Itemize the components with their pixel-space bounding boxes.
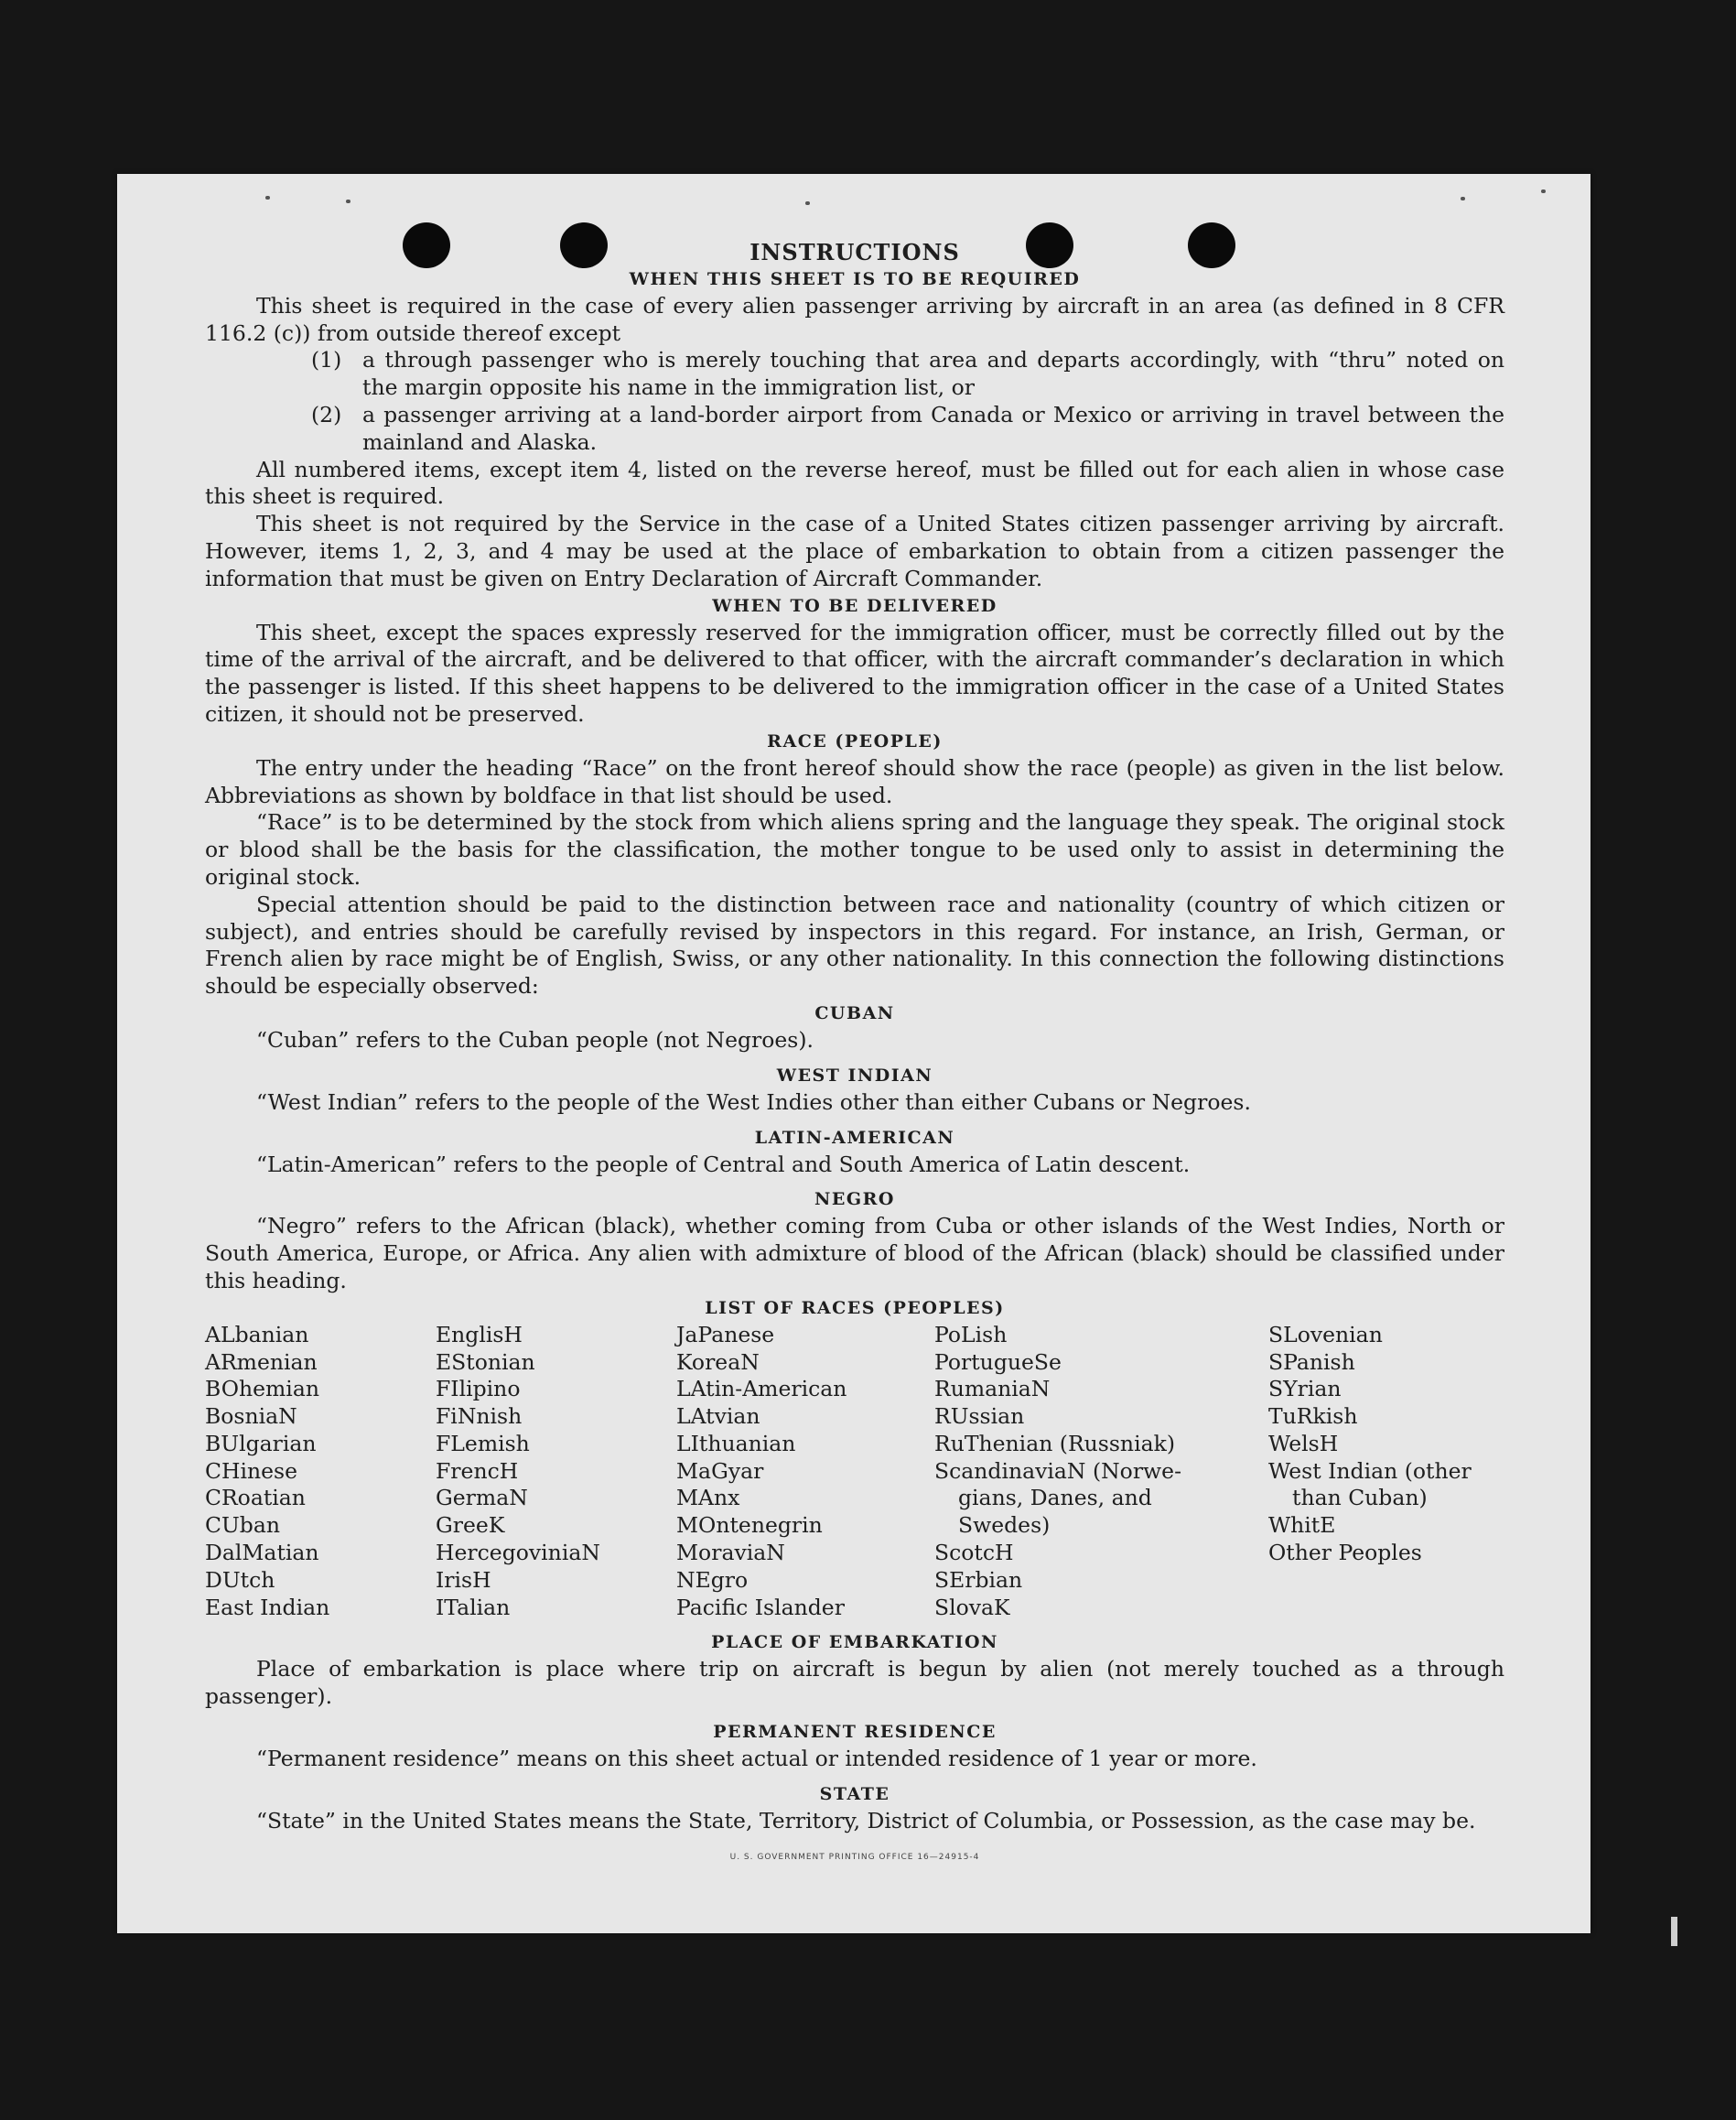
page-title: INSTRUCTIONS	[749, 239, 960, 265]
races-column	[436, 1322, 676, 1622]
race-entry: JaPanese	[676, 1321, 775, 1347]
race-entry-continued: than Cuban)	[1292, 1485, 1428, 1511]
paragraph: “Negro” refers to the African (black), whether coming from Cuba or other islands of the West Indies, North or South America, Europe, or Africa. Any alien with admixture of blood of the African (black) should be classified under this heading.	[205, 1213, 1504, 1293]
section-heading: CUBAN	[814, 1002, 895, 1023]
race-entry: RuThenian (Russniak)	[934, 1430, 1175, 1456]
section-heading: RACE (PEOPLE)	[767, 730, 943, 752]
edge-tab	[1671, 1917, 1677, 1946]
paragraph: “Race” is to be determined by the stock from which aliens spring and the language they speak. The original stock or blood shall be the basis for the classification, the mother tongue to be used only to assist in determining the original stock.	[205, 809, 1504, 890]
race-entry: GreeK	[436, 1512, 505, 1539]
races-column	[676, 1322, 934, 1622]
race-entry: TuRkish	[1268, 1403, 1358, 1430]
race-entry-continued: gians, Danes, and	[958, 1485, 1152, 1511]
instructions-content	[205, 239, 1504, 1871]
section-heading: WHEN TO BE DELIVERED	[712, 595, 997, 616]
race-entry: CRoatian	[205, 1485, 306, 1511]
race-entry: MOntenegrin	[676, 1512, 823, 1539]
races-column	[1268, 1322, 1504, 1622]
race-entry: MaGyar	[676, 1457, 764, 1484]
race-entry: LAtvian	[676, 1403, 760, 1430]
race-entry-continued: Swedes)	[958, 1512, 1051, 1539]
section-heading: LATIN-AMERICAN	[754, 1127, 955, 1148]
race-entry: RUssian	[934, 1403, 1025, 1430]
list-item	[205, 347, 1504, 402]
races-column	[205, 1322, 436, 1622]
speck	[1461, 197, 1465, 200]
race-entry: SYrian	[1268, 1376, 1342, 1402]
paragraph: “Cuban” refers to the Cuban people (not Negroes).	[256, 1026, 814, 1053]
race-entry: FIlipino	[436, 1376, 521, 1402]
race-entry: DalMatian	[205, 1540, 319, 1566]
item-text: a passenger arriving at a land-border airport from Canada or Mexico or arriving in travel between the mainland and Alaska.	[362, 401, 1504, 455]
race-entry: SlovaK	[934, 1594, 1010, 1620]
section-heading: WEST INDIAN	[776, 1065, 933, 1086]
section-heading: LIST OF RACES (PEOPLES)	[705, 1297, 1005, 1318]
race-entry: East Indian	[205, 1594, 330, 1620]
race-entry: ITalian	[436, 1594, 511, 1620]
race-entry: DUtch	[205, 1566, 275, 1593]
race-entry: KoreaN	[676, 1348, 760, 1375]
paragraph: This sheet, except the spaces expressly reserved for the immigration officer, must be correctly filled out by the time of the arrival of the aircraft, and be delivered to that officer, with the aircraft commander’s declaration in which the passenger is listed. If this sheet happens to be delivered to the immigration officer in the case of a United States citizen, it should not be preserved.	[205, 619, 1504, 727]
race-entry: SErbian	[934, 1566, 1023, 1593]
section-heading: NEGRO	[814, 1189, 895, 1210]
race-entry: CUban	[205, 1512, 280, 1539]
race-entry: HercegoviniaN	[436, 1540, 600, 1566]
races-list	[205, 1322, 1504, 1622]
race-entry: West Indian (other	[1268, 1457, 1472, 1484]
document-page	[117, 174, 1590, 1933]
race-entry: FLemish	[436, 1430, 530, 1456]
race-entry: EStonian	[436, 1348, 535, 1375]
race-entry: SLovenian	[1268, 1321, 1383, 1347]
race-entry: SPanish	[1268, 1348, 1355, 1375]
race-entry: MoraviaN	[676, 1540, 785, 1566]
paragraph: The entry under the heading “Race” on the front hereof should show the race (people) as given in the list below. Abbreviations as shown by boldface in that list should be used.	[205, 754, 1504, 808]
list-item	[205, 402, 1504, 457]
race-entry: PortugueSe	[934, 1348, 1062, 1375]
race-entry: NEgro	[676, 1566, 749, 1593]
race-entry: IrisH	[436, 1566, 491, 1593]
race-entry: Pacific Islander	[676, 1594, 845, 1620]
section-heading: STATE	[819, 1783, 890, 1804]
race-entry: RumaniaN	[934, 1376, 1051, 1402]
race-entry: LIthuanian	[676, 1430, 796, 1456]
race-entry: ALbanian	[205, 1321, 309, 1347]
item-text: a through passenger who is merely touching that area and departs accordingly, with “thru” noted on the margin opposite his name in the immigration list, or	[362, 347, 1504, 401]
speck	[265, 196, 270, 200]
section-heading: WHEN THIS SHEET IS TO BE REQUIRED	[629, 268, 1081, 289]
race-entry: FiNnish	[436, 1403, 523, 1430]
race-entry: EnglisH	[436, 1321, 523, 1347]
race-entry: BosniaN	[205, 1403, 297, 1430]
section-heading: PERMANENT RESIDENCE	[713, 1722, 997, 1743]
race-entry: WelsH	[1268, 1430, 1339, 1456]
race-entry: FrencH	[436, 1457, 519, 1484]
speck	[805, 201, 810, 205]
race-entry: BOhemian	[205, 1376, 319, 1402]
paragraph: Place of embarkation is place where trip on aircraft is begun by alien (not merely touched as a through passenger).	[205, 1656, 1504, 1710]
race-entry: Other Peoples	[1268, 1540, 1422, 1566]
paragraph: This sheet is not required by the Service in the case of a United States citizen passenger arriving by aircraft. However, items 1, 2, 3, and 4 may be used at the place of embarkation to obtain from a citizen passenger the information that must be given on Entry Declaration of Aircraft Commander.	[205, 511, 1504, 591]
paragraph: This sheet is required in the case of every alien passenger arriving by aircraft in an area (as defined in 8 CFR 116.2 (c)) from outside thereof except	[205, 292, 1504, 346]
item-number: (1)	[311, 347, 342, 373]
printer-imprint: U. S. GOVERNMENT PRINTING OFFICE 16—24915-4	[729, 1852, 980, 1862]
paragraph: Special attention should be paid to the distinction between race and nationality (country of which citizen or subject), and entries should be carefully revised by inspectors in this regard. For instance, an Irish, German, or French alien by race might be of English, Swiss, or any other nationality. In this connection the following distinctions should be especially observed:	[205, 891, 1504, 1000]
race-entry: ARmenian	[205, 1348, 318, 1375]
race-entry: ScotcH	[934, 1540, 1014, 1566]
speck	[1541, 189, 1546, 193]
race-entry: ScandinaviaN (Norwe-	[934, 1457, 1182, 1484]
race-entry: BUlgarian	[205, 1430, 317, 1456]
race-entry: WhitE	[1268, 1512, 1336, 1539]
speck	[346, 200, 350, 203]
paragraph: All numbered items, except item 4, listed on the reverse hereof, must be filled out for each alien in whose case this sheet is required.	[205, 456, 1504, 510]
race-entry: PoLish	[934, 1321, 1008, 1347]
paragraph: “State” in the United States means the State, Territory, District of Columbia, or Possession, as the case may be.	[256, 1807, 1476, 1833]
race-entry: MAnx	[676, 1485, 740, 1511]
race-entry: GermaN	[436, 1485, 528, 1511]
races-column	[934, 1322, 1268, 1622]
section-heading: PLACE OF EMBARKATION	[711, 1632, 998, 1653]
paragraph: “Permanent residence” means on this sheet actual or intended residence of 1 year or more.	[256, 1746, 1257, 1772]
race-entry: CHinese	[205, 1457, 297, 1484]
paragraph: “West Indian” refers to the people of the West Indies other than either Cubans or Negroes.	[256, 1088, 1251, 1115]
paragraph: “Latin-American” refers to the people of Central and South America of Latin descent.	[256, 1151, 1191, 1177]
race-entry: LAtin-American	[676, 1376, 847, 1402]
item-number: (2)	[311, 401, 342, 427]
